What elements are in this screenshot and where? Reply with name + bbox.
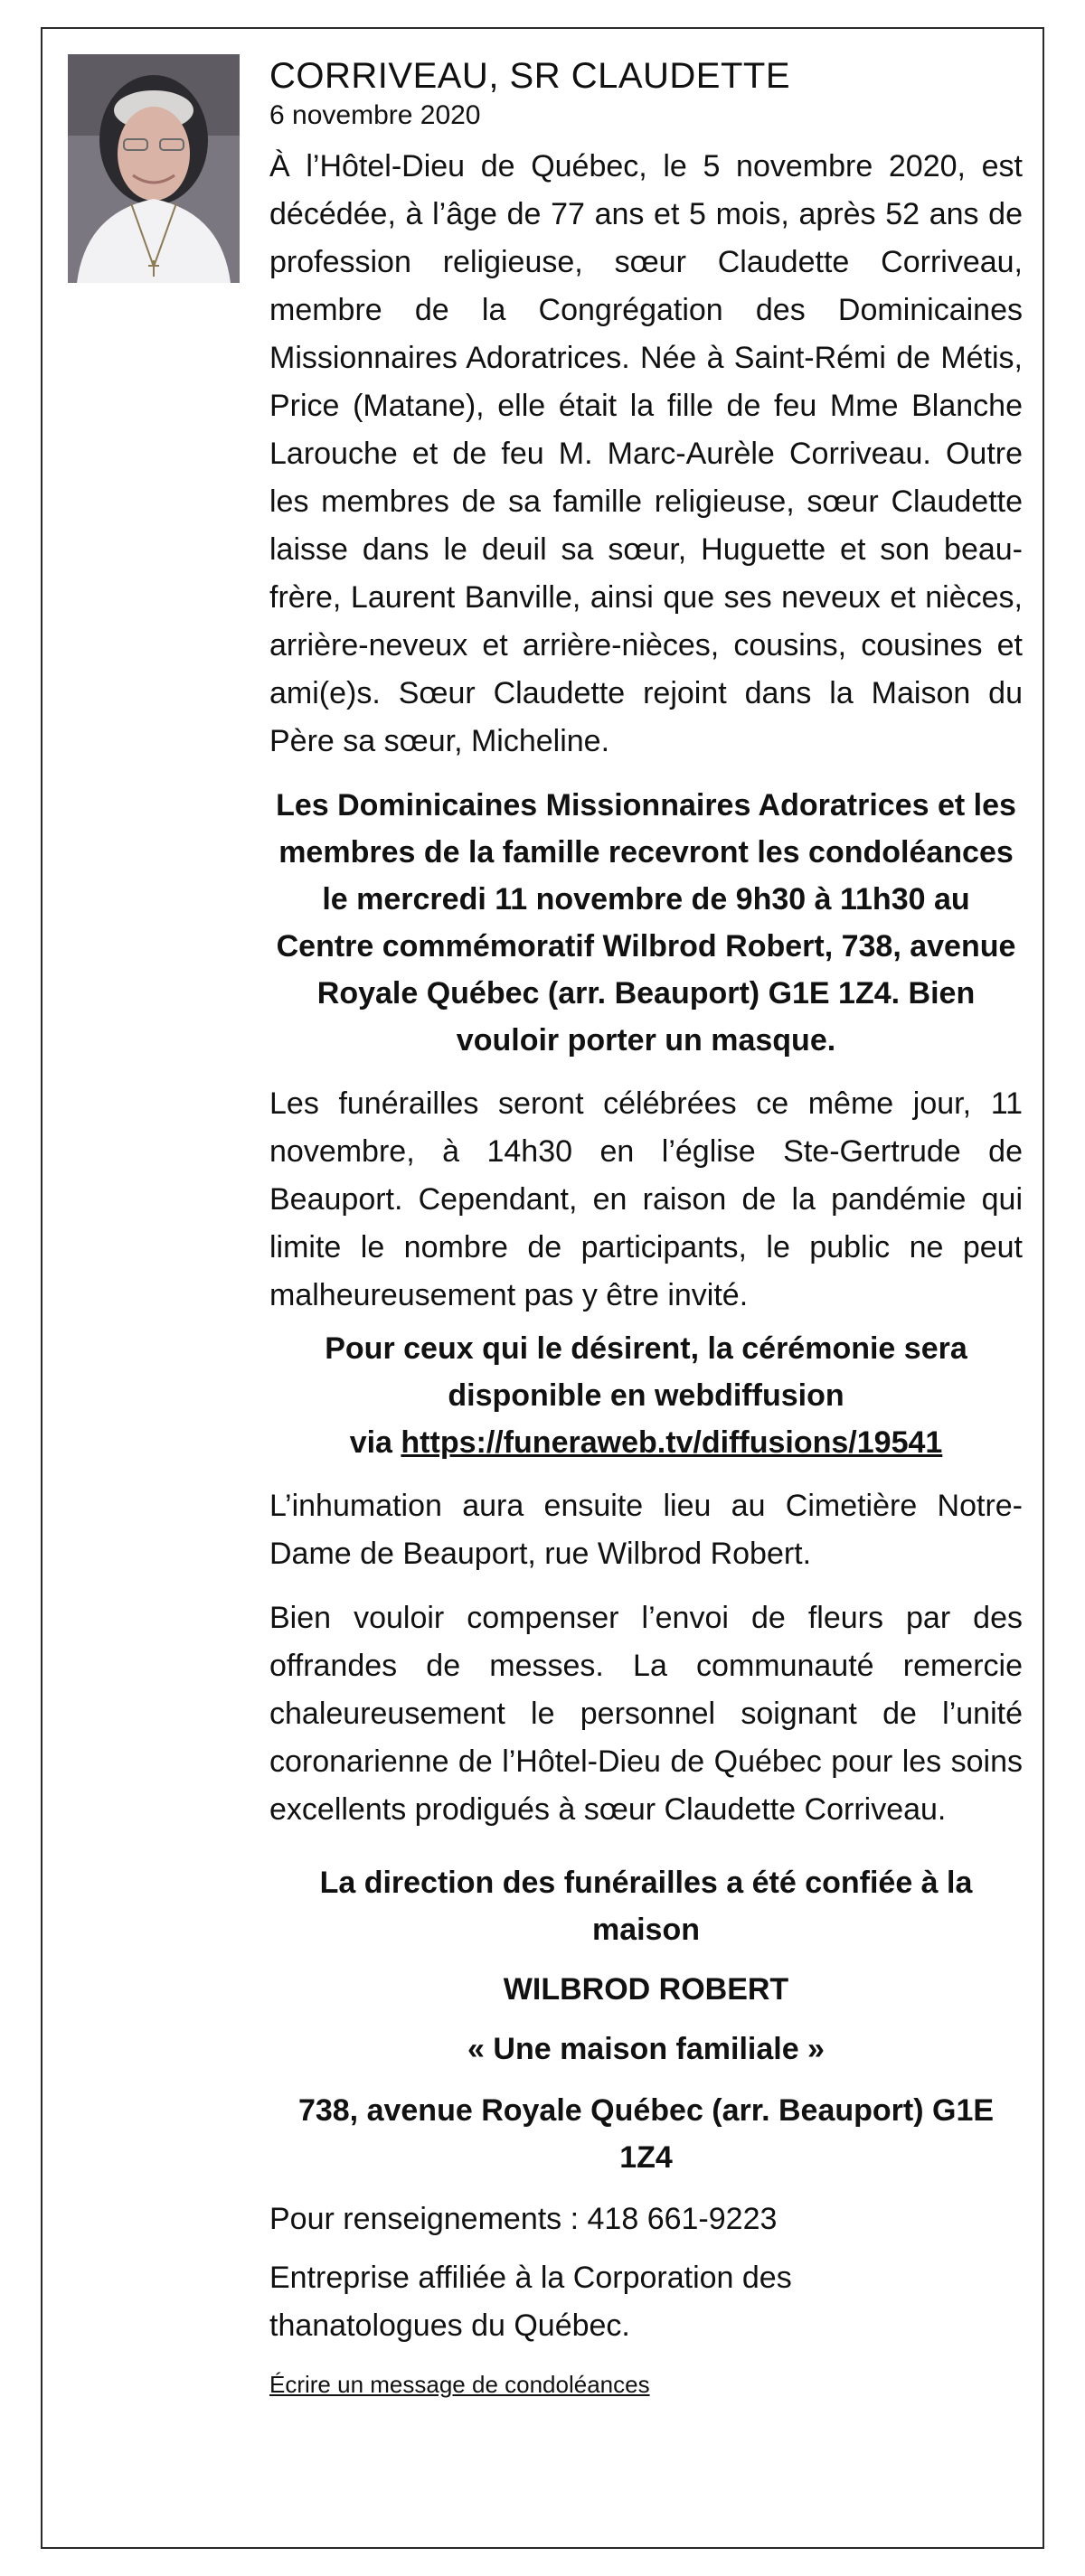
funeral-home-address: 738, avenue Royale Québec (arr. Beauport) G1E 1Z4 <box>297 2093 995 2175</box>
webcast-text: Pour ceux qui le désirent, la cérémonie sera disponible en webdiffusion <box>325 1331 967 1413</box>
contact-info: Pour renseignements : 418 661-9223 <box>269 2202 778 2236</box>
funeral-home-slogan: « Une maison familiale » <box>467 2032 825 2066</box>
funeral-direction: La direction des funérailles a été confiée à la maison <box>319 1866 973 1947</box>
condolences-notice: Les Dominicaines Missionnaires Adoratrices et les membres de la famille recevront les condoléances le mercredi 11 novembre de 9h30 à 11h30 au Centre commémoratif Wilbrod Robert, 738, avenue Royale Québec (arr. Beauport) G1E 1Z4. Bien vouloir porter un masque. <box>276 788 1016 1058</box>
webcast-link[interactable]: https://funeraweb.tv/diffusions/19541 <box>401 1425 943 1460</box>
write-condolences-link[interactable]: Écrire un message de condoléances <box>269 2371 650 2398</box>
portrait-photo <box>68 54 240 283</box>
portrait-illustration <box>68 54 240 283</box>
funeral-home-name: WILBROD ROBERT <box>503 1972 789 2007</box>
burial-paragraph: L’inhumation aura ensuite lieu au Cimetière Notre-Dame de Beauport, rue Wilbrod Robert. <box>269 1489 1023 1571</box>
obituary-paragraph-death: À l’Hôtel-Dieu de Québec, le 5 novembre 2020, est décédée, à l’âge de 77 ans et 5 mois, après 52 ans de profession religieuse, sœur Claudette Corriveau, membre de la Congrégation des Dominicaines Missionnaires Adoratrices. Née à Saint-Rémi de Métis, Price (Matane), elle était la fille de feu Mme Blanche Larouche et de feu M. Marc-Aurèle Corriveau. Outre les membres de sa famille religieuse, sœur Claudette laisse dans le deuil sa sœur, Huguette et son beau-frère, Laurent Banville, ainsi que ses neveux et nièces, arrière-neveux et arrière-nièces, cousins, cousines et ami(e)s. Sœur Claudette rejoint dans la Maison du Père sa sœur, Micheline. <box>269 149 1023 758</box>
obituary-content <box>269 52 1023 2399</box>
webcast-via: via <box>349 1425 392 1460</box>
deceased-name: CORRIVEAU, SR CLAUDETTE <box>269 56 791 96</box>
affiliation-text: Entreprise affiliée à la Corporation des thanatologues du Québec. <box>269 2261 792 2343</box>
webcast-notice <box>269 1325 1023 1466</box>
funeral-paragraph: Les funérailles seront célébrées ce même jour, 11 novembre, à 14h30 en l’église Ste-Gertrude de Beauport. Cependant, en raison de la pandémie qui limite le nombre de participants, le public ne peut malheureusement pas y être invité. <box>269 1086 1023 1312</box>
flowers-paragraph: Bien vouloir compenser l’envoi de fleurs par des offrandes de messes. La communauté remercie chaleureusement le personnel soignant de l’unité coronarienne de l’Hôtel-Dieu de Québec pour les soins excellents prodigués à sœur Claudette Corriveau. <box>269 1601 1023 1827</box>
publication-date: 6 novembre 2020 <box>269 100 481 130</box>
